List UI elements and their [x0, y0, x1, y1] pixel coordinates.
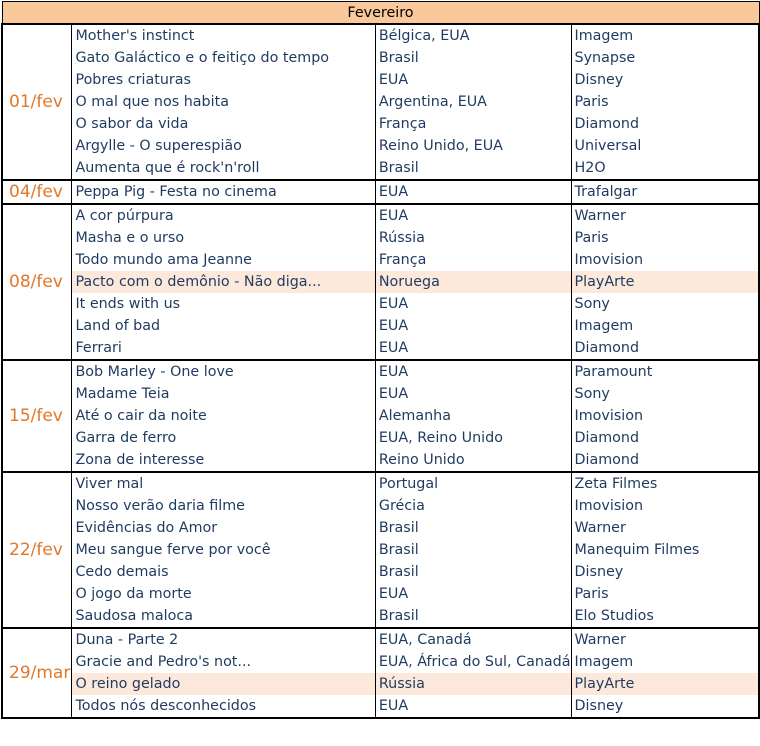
- film-country: EUA: [375, 583, 571, 605]
- film-country: Portugal: [375, 472, 571, 495]
- table-row: [2, 69, 759, 91]
- film-distributor: Manequim Filmes: [571, 539, 759, 561]
- film-country: EUA: [375, 180, 571, 204]
- film-country: EUA: [375, 383, 571, 405]
- film-country: Brasil: [375, 157, 571, 180]
- film-title: Zona de interesse: [72, 449, 375, 472]
- film-country: Reino Unido: [375, 449, 571, 472]
- film-distributor: Sony: [571, 293, 759, 315]
- film-country: EUA, Canadá: [375, 628, 571, 651]
- film-distributor: Diamond: [571, 427, 759, 449]
- film-title: Gato Galáctico e o feitiço do tempo: [72, 47, 375, 69]
- film-country: Noruega: [375, 271, 571, 293]
- film-title: Madame Teia: [72, 383, 375, 405]
- film-title: Garra de ferro: [72, 427, 375, 449]
- film-distributor: Warner: [571, 517, 759, 539]
- film-distributor: Disney: [571, 695, 759, 718]
- film-title: Ferrari: [72, 337, 375, 360]
- film-title: O mal que nos habita: [72, 91, 375, 113]
- film-distributor: Diamond: [571, 337, 759, 360]
- film-title: Pobres criaturas: [72, 69, 375, 91]
- film-country: Brasil: [375, 605, 571, 628]
- film-country: Rússia: [375, 673, 571, 695]
- film-title: O jogo da morte: [72, 583, 375, 605]
- table-row: [2, 337, 759, 360]
- release-date: 08/fev: [2, 204, 72, 360]
- film-country: Bélgica, EUA: [375, 24, 571, 47]
- film-distributor: Synapse: [571, 47, 759, 69]
- film-title: It ends with us: [72, 293, 375, 315]
- film-distributor: Imovision: [571, 249, 759, 271]
- film-country: Argentina, EUA: [375, 91, 571, 113]
- film-distributor: Paris: [571, 227, 759, 249]
- film-distributor: Imovision: [571, 495, 759, 517]
- film-country: Grécia: [375, 495, 571, 517]
- release-date: 01/fev: [2, 24, 72, 180]
- film-country: EUA: [375, 337, 571, 360]
- table-row: [2, 495, 759, 517]
- film-country: Brasil: [375, 47, 571, 69]
- film-distributor: Sony: [571, 383, 759, 405]
- film-country: França: [375, 113, 571, 135]
- table-row: [2, 113, 759, 135]
- film-title: Até o cair da noite: [72, 405, 375, 427]
- table-row: [2, 24, 759, 47]
- table-row: [2, 449, 759, 472]
- release-date: 15/fev: [2, 360, 72, 472]
- film-country: EUA: [375, 204, 571, 227]
- release-table: [1, 1, 760, 719]
- film-country: Brasil: [375, 539, 571, 561]
- film-distributor: PlayArte: [571, 271, 759, 293]
- film-country: EUA, África do Sul, Canadá: [375, 651, 571, 673]
- film-title: Nosso verão daria filme: [72, 495, 375, 517]
- film-title: Masha e o urso: [72, 227, 375, 249]
- film-title: A cor púrpura: [72, 204, 375, 227]
- film-distributor: Disney: [571, 69, 759, 91]
- film-title: Todos nós desconhecidos: [72, 695, 375, 718]
- film-distributor: Warner: [571, 204, 759, 227]
- film-country: EUA: [375, 695, 571, 718]
- table-row: [2, 47, 759, 69]
- table-row: [2, 605, 759, 628]
- table-row: [2, 583, 759, 605]
- table-row: [2, 204, 759, 227]
- film-country: Brasil: [375, 561, 571, 583]
- film-distributor: Diamond: [571, 113, 759, 135]
- film-title: Todo mundo ama Jeanne: [72, 249, 375, 271]
- table-row: [2, 249, 759, 271]
- film-distributor: Paris: [571, 91, 759, 113]
- table-row: [2, 91, 759, 113]
- film-distributor: Imagem: [571, 651, 759, 673]
- film-title: O reino gelado: [72, 673, 375, 695]
- film-country: França: [375, 249, 571, 271]
- film-title: Mother's instinct: [72, 24, 375, 47]
- film-country: Reino Unido, EUA: [375, 135, 571, 157]
- table-row: [2, 539, 759, 561]
- film-distributor: Trafalgar: [571, 180, 759, 204]
- table-row: [2, 315, 759, 337]
- film-title: Gracie and Pedro's not...: [72, 651, 375, 673]
- film-title: Evidências do Amor: [72, 517, 375, 539]
- table-row: [2, 360, 759, 383]
- table-row: [2, 383, 759, 405]
- table-row: [2, 472, 759, 495]
- film-title: Cedo demais: [72, 561, 375, 583]
- film-country: EUA, Reino Unido: [375, 427, 571, 449]
- film-distributor: Universal: [571, 135, 759, 157]
- table-row: [2, 405, 759, 427]
- film-title: Saudosa maloca: [72, 605, 375, 628]
- film-title: Land of bad: [72, 315, 375, 337]
- film-country: EUA: [375, 315, 571, 337]
- film-title: O sabor da vida: [72, 113, 375, 135]
- release-date: 04/fev: [2, 180, 72, 204]
- table-row: [2, 695, 759, 718]
- table-row: [2, 427, 759, 449]
- table-row: [2, 517, 759, 539]
- release-table-body: [2, 2, 759, 719]
- release-date: 22/fev: [2, 472, 72, 628]
- film-title: Pacto com o demônio - Não diga...: [72, 271, 375, 293]
- film-title: Bob Marley - One love: [72, 360, 375, 383]
- table-row: [2, 157, 759, 180]
- table-row: [2, 561, 759, 583]
- table-row: [2, 271, 759, 293]
- table-row: [2, 227, 759, 249]
- month-title: Fevereiro: [2, 2, 759, 25]
- film-title: Viver mal: [72, 472, 375, 495]
- release-date: 29/mar: [2, 628, 72, 718]
- table-row: [2, 293, 759, 315]
- film-country: Alemanha: [375, 405, 571, 427]
- film-distributor: Diamond: [571, 449, 759, 472]
- table-row: [2, 135, 759, 157]
- film-distributor: Elo Studios: [571, 605, 759, 628]
- film-distributor: Paramount: [571, 360, 759, 383]
- film-title: Meu sangue ferve por você: [72, 539, 375, 561]
- film-country: EUA: [375, 69, 571, 91]
- film-distributor: Imovision: [571, 405, 759, 427]
- table-row: [2, 628, 759, 651]
- film-country: Brasil: [375, 517, 571, 539]
- film-distributor: Imagem: [571, 315, 759, 337]
- film-title: Aumenta que é rock'n'roll: [72, 157, 375, 180]
- table-row: [2, 651, 759, 673]
- film-distributor: Imagem: [571, 24, 759, 47]
- film-distributor: H2O: [571, 157, 759, 180]
- film-distributor: Paris: [571, 583, 759, 605]
- film-distributor: Disney: [571, 561, 759, 583]
- film-country: EUA: [375, 360, 571, 383]
- film-title: Peppa Pig - Festa no cinema: [72, 180, 375, 204]
- film-distributor: Warner: [571, 628, 759, 651]
- table-row: [2, 673, 759, 695]
- film-country: Rússia: [375, 227, 571, 249]
- table-row: [2, 180, 759, 204]
- film-title: Duna - Parte 2: [72, 628, 375, 651]
- film-country: EUA: [375, 293, 571, 315]
- film-distributor: PlayArte: [571, 673, 759, 695]
- film-title: Argylle - O superespião: [72, 135, 375, 157]
- film-distributor: Zeta Filmes: [571, 472, 759, 495]
